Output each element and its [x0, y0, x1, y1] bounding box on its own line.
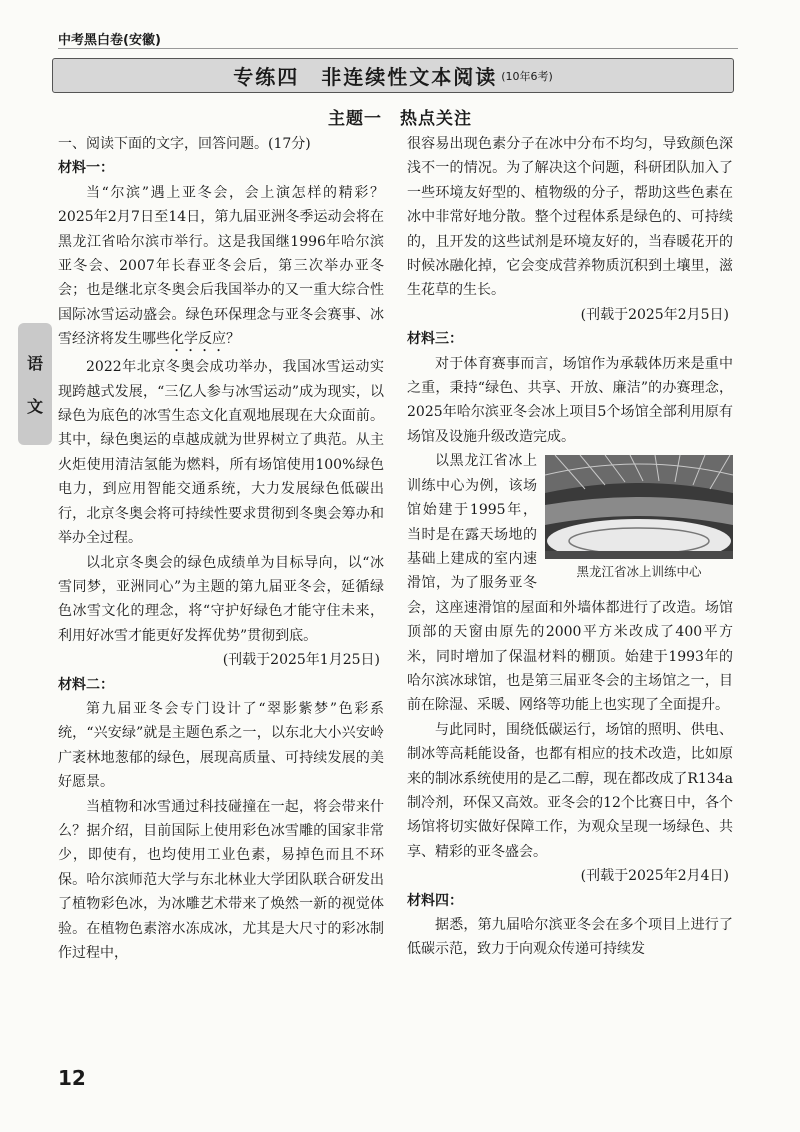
material-4-paragraph-1: 据悉，第九届哈尔滨亚冬会在多个项目上进行了低碳示范，致力于向观众传递可持续发: [407, 917, 733, 958]
material-2-label: 材料二：: [58, 676, 114, 693]
topic-heading: 主题一 热点关注: [328, 109, 472, 129]
left-column: [58, 132, 384, 965]
material-3-paragraph-2: 以黑龙江省冰上训练中心为例，该场馆始建于1995年，当时是在露天场地的基础上建成的室内速滑馆，为了服务亚冬会，这座速滑馆的屋面和外墙体都进行了改造。场馆顶部的天窗由原先的2000平方米改成了400平方米，同时增加了保温材料的棚顶。始建于1993年的哈尔滨冰球馆，也是第三届亚冬会的主场馆之一，目前在除湿、采暖、网络等功能上也实现了全面提升。: [407, 453, 733, 714]
stadium-image: [545, 455, 733, 559]
material-2-continued: 很容易出现色素分子在冰中分布不均匀，导致颜色深浅不一的情况。为了解决这个问题，科研团队加入了一些环境友好型的、植物级的分子，帮助这些色素在冰中非常好地分散。整个过程体系是绿色的、可持续的，且开发的这些试剂是环境友好的，当春暖花开的时候冰融化掉，它会变成营养物质沉积到土壤里，滋生花草的生长。: [407, 136, 733, 299]
material-1-label: 材料一：: [58, 160, 114, 177]
material-2-citation: (刊载于2025年2月5日): [580, 306, 729, 323]
material-3-paragraph-1: 对于体育赛事而言，场馆作为承载体历来是重中之重，秉持“绿色、共享、开放、廉洁”的办赛理念，2025年哈尔滨亚冬会冰上项目5个场馆全部利用原有场馆及设施升级改造完成。: [407, 355, 733, 445]
emphasis-dots-text: 化学反应: [170, 331, 226, 348]
figure-caption: 黑龙江省冰上训练中心: [576, 564, 702, 580]
material-4-label: 材料四：: [407, 892, 463, 909]
section-note: (10年6考): [501, 70, 553, 83]
subject-tab: [18, 323, 52, 445]
right-column: [407, 132, 733, 962]
material-3-citation: (刊载于2025年2月4日): [580, 868, 729, 885]
material-1-paragraph-2: 2022年北京冬奥会成功举办，我国冰雪运动实现跨越式发展，“三亿人参与冰雪运动”成为现实，以绿色为底色的冰雪生态文化直观地展现在大众面前。其中，绿色奥运的卓越成就为世界树立了典范。从主火炬使用清洁氢能为燃料，所有场馆使用100%绿色电力，到应用智能交通系统，大力发展绿色低碳出行，北京冬奥会将可持续性要求贯彻到冬奥会筹办和举办全过程。: [58, 359, 384, 547]
subject-tab-char-1: 语: [26, 354, 43, 373]
figure: [545, 455, 733, 581]
material-1-paragraph-1: 当“尔滨”遇上亚冬会，会上演怎样的精彩？2025年2月7日至14日，第九届亚洲冬季运动会将在黑龙江省哈尔滨市举行。这是我国继1996年哈尔滨亚冬会、2007年长春亚冬会后，第三次举办亚冬会；也是继北京冬奥会后我国举办的又一重大综合性国际冰雪运动盛会。绿色环保理念与亚冬会赛事、冰雪经济将发生哪些化学反应？: [58, 184, 384, 348]
stadium-photo: [545, 455, 733, 559]
page-number: 12: [58, 1066, 86, 1090]
question-prompt: 一、阅读下面的文字，回答问题。(17分): [58, 136, 311, 152]
header-rule: [58, 48, 738, 49]
material-2-paragraph-2: 当植物和冰雪通过科技碰撞在一起，将会带来什么？据介绍，目前国际上使用彩色冰雪雕的国家非常少，即使有，也均使用工业色素，易掉色而且不环保。哈尔滨师范大学与东北林业大学团队联合研发出了植物彩色冰，为冰雕艺术带来了焕然一新的视觉体验。在植物色素溶水冻成冰，尤其是大尺寸的彩冰制作过程中，: [58, 798, 384, 961]
section-banner: [52, 58, 734, 93]
material-1-citation: (刊载于2025年1月25日): [222, 652, 380, 669]
subject-tab-char-2: 文: [26, 397, 43, 416]
material-3-paragraph-3: 与此同时，围绕低碳运行，场馆的照明、供电、制冰等高耗能设备，也都有相应的技术改造，比如原来的制冰系统使用的是乙二醇，现在都改成了R134a制冷剂，环保又高效。亚冬会的12个比赛日中，各个场馆将切实做好保障工作，为观众呈现一场绿色、共享、精彩的亚冬盛会。: [407, 721, 733, 860]
material-3-label: 材料三：: [407, 331, 463, 348]
book-title: 中考黑白卷(安徽): [58, 33, 161, 48]
section-title: 专练四 非连续性文本阅读: [233, 65, 498, 89]
material-1-paragraph-3: 以北京冬奥会的绿色成绩单为目标导向，以“冰雪同梦，亚洲同心”为主题的第九届亚冬会，延循绿色冰雪文化的理念，将“守护好绿色才能守住未来，利用好冰雪才能更好发挥优势”贯彻到底。: [58, 554, 384, 644]
material-2-paragraph-1: 第九届亚冬会专门设计了“翠影紫梦”色彩系统，“兴安绿”就是主题色系之一，以东北大小兴安岭广袤林地葱郁的绿色，展现高质量、可持续发展的美好愿景。: [58, 700, 384, 791]
